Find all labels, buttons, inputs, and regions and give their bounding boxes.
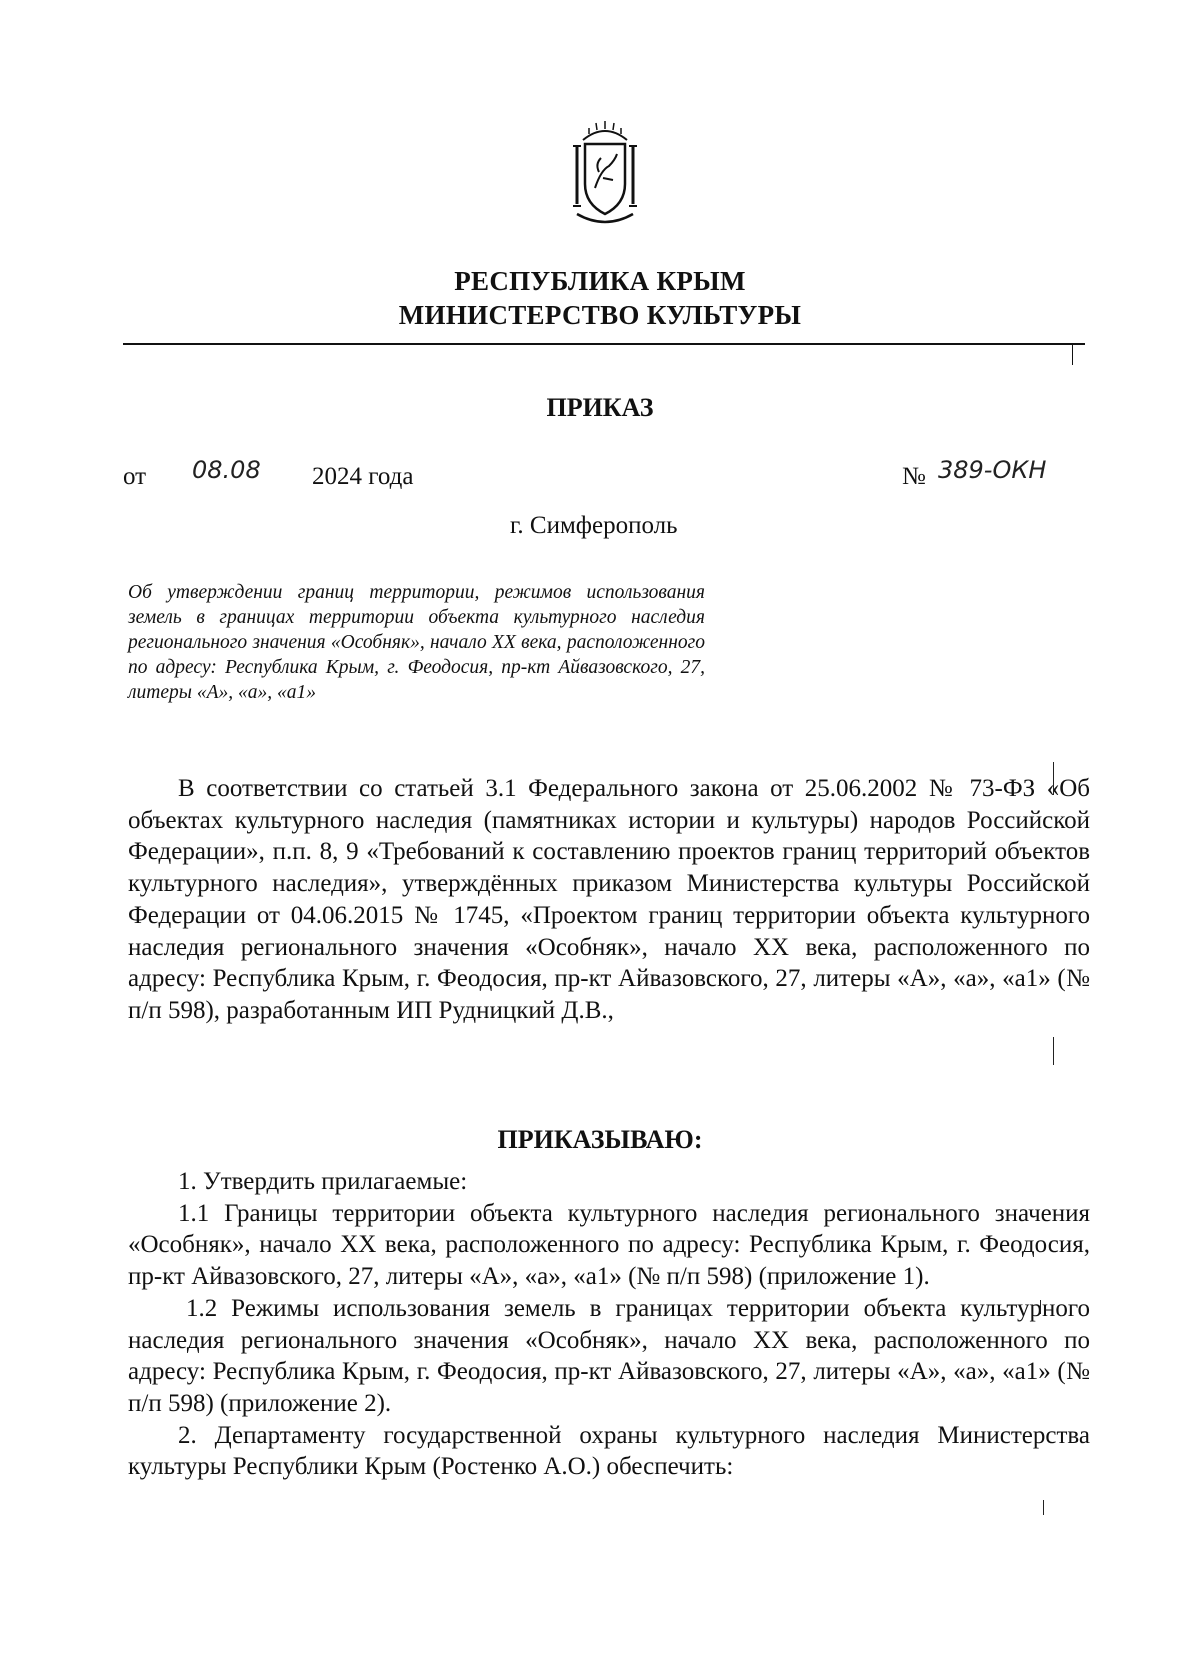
number-label: №: [902, 463, 926, 490]
handwritten-number: 389-ОКН: [938, 456, 1047, 484]
city-text: г. Симферополь: [510, 512, 678, 539]
republic-heading: РЕСПУБЛИКА КРЫМ: [454, 266, 746, 296]
ministry-heading: МИНИСТЕРСТВО КУЛЬТУРЫ: [398, 300, 802, 330]
date-from-label: от: [123, 463, 147, 490]
scan-line-3: [1040, 1300, 1041, 1314]
item-1: 1. Утвердить прилагаемые:: [178, 1168, 468, 1195]
coat-of-arms-emblem: [555, 118, 655, 230]
scan-line-4: [1043, 1500, 1044, 1515]
divider-tick: [1072, 345, 1073, 365]
items-block: [128, 1166, 1090, 1483]
preamble-paragraph: В соответствии со статьей 3.1 Федерального закона от 25.06.2002 № 73-ФЗ «Об объектах культурного наследия (памятниках истории и культуры) народов Российской Федерации», п.п. 8, 9 «Требований к составлению проектов границ территорий объектов культурного наследия», утверждённых приказом Министерства культуры Российской Федерации от 04.06.2015 № 1745, «Проектом границ территории объекта культурного наследия регионального значения «Особняк», начало XX века, расположенного по адресу: Республика Крым, г. Феодосия, пр-кт Айвазовского, 27, литеры «А», «а», «а1» (№ п/п 598), разработанным ИП Рудницкий Д.В.,: [128, 775, 1090, 1024]
item-2: 2. Департаменту государственной охраны культурного наследия Министерства культуры Республики Крым (Ростенко А.О.) обеспечить:: [128, 1421, 1090, 1481]
year-text: 2024 года: [312, 463, 414, 490]
scan-line-1: [1053, 762, 1054, 795]
handwritten-date: 08.08: [192, 456, 261, 484]
order-word: ПРИКАЗЫВАЮ:: [497, 1125, 703, 1154]
order-subject: Об утверждении границ территории, режимов использования земель в границах территории объекта культурного наследия регионального значения «Особняк», начало XX века, расположенного по адресу: Республика Крым, г. Феодосия, пр-кт Айвазовского, 27, литеры «А», «а», «а1»: [128, 582, 705, 703]
preamble-block: [128, 773, 1090, 1027]
scan-line-2: [1053, 1037, 1054, 1065]
order-title: ПРИКАЗ: [546, 393, 654, 422]
item-1-1: 1.1 Границы территории объекта культурного наследия регионального значения «Особняк», начало XX века, расположенного по адресу: Республика Крым, г. Феодосия, пр-кт Айвазовского, 27, литеры «А», «а», «а1» (№ п/п 598) (приложение 1).: [128, 1199, 1090, 1291]
item-1-2: 1.2 Режимы использования земель в границах территории объекта культурного наследия регионального значения «Особняк», начало XX века, расположенного по адресу: Республика Крым, г. Феодосия, пр-кт Айвазовского, 27, литеры «А», «а», «а1» (№ п/п 598) (приложение 2).: [128, 1294, 1090, 1417]
header-divider: [123, 343, 1085, 345]
